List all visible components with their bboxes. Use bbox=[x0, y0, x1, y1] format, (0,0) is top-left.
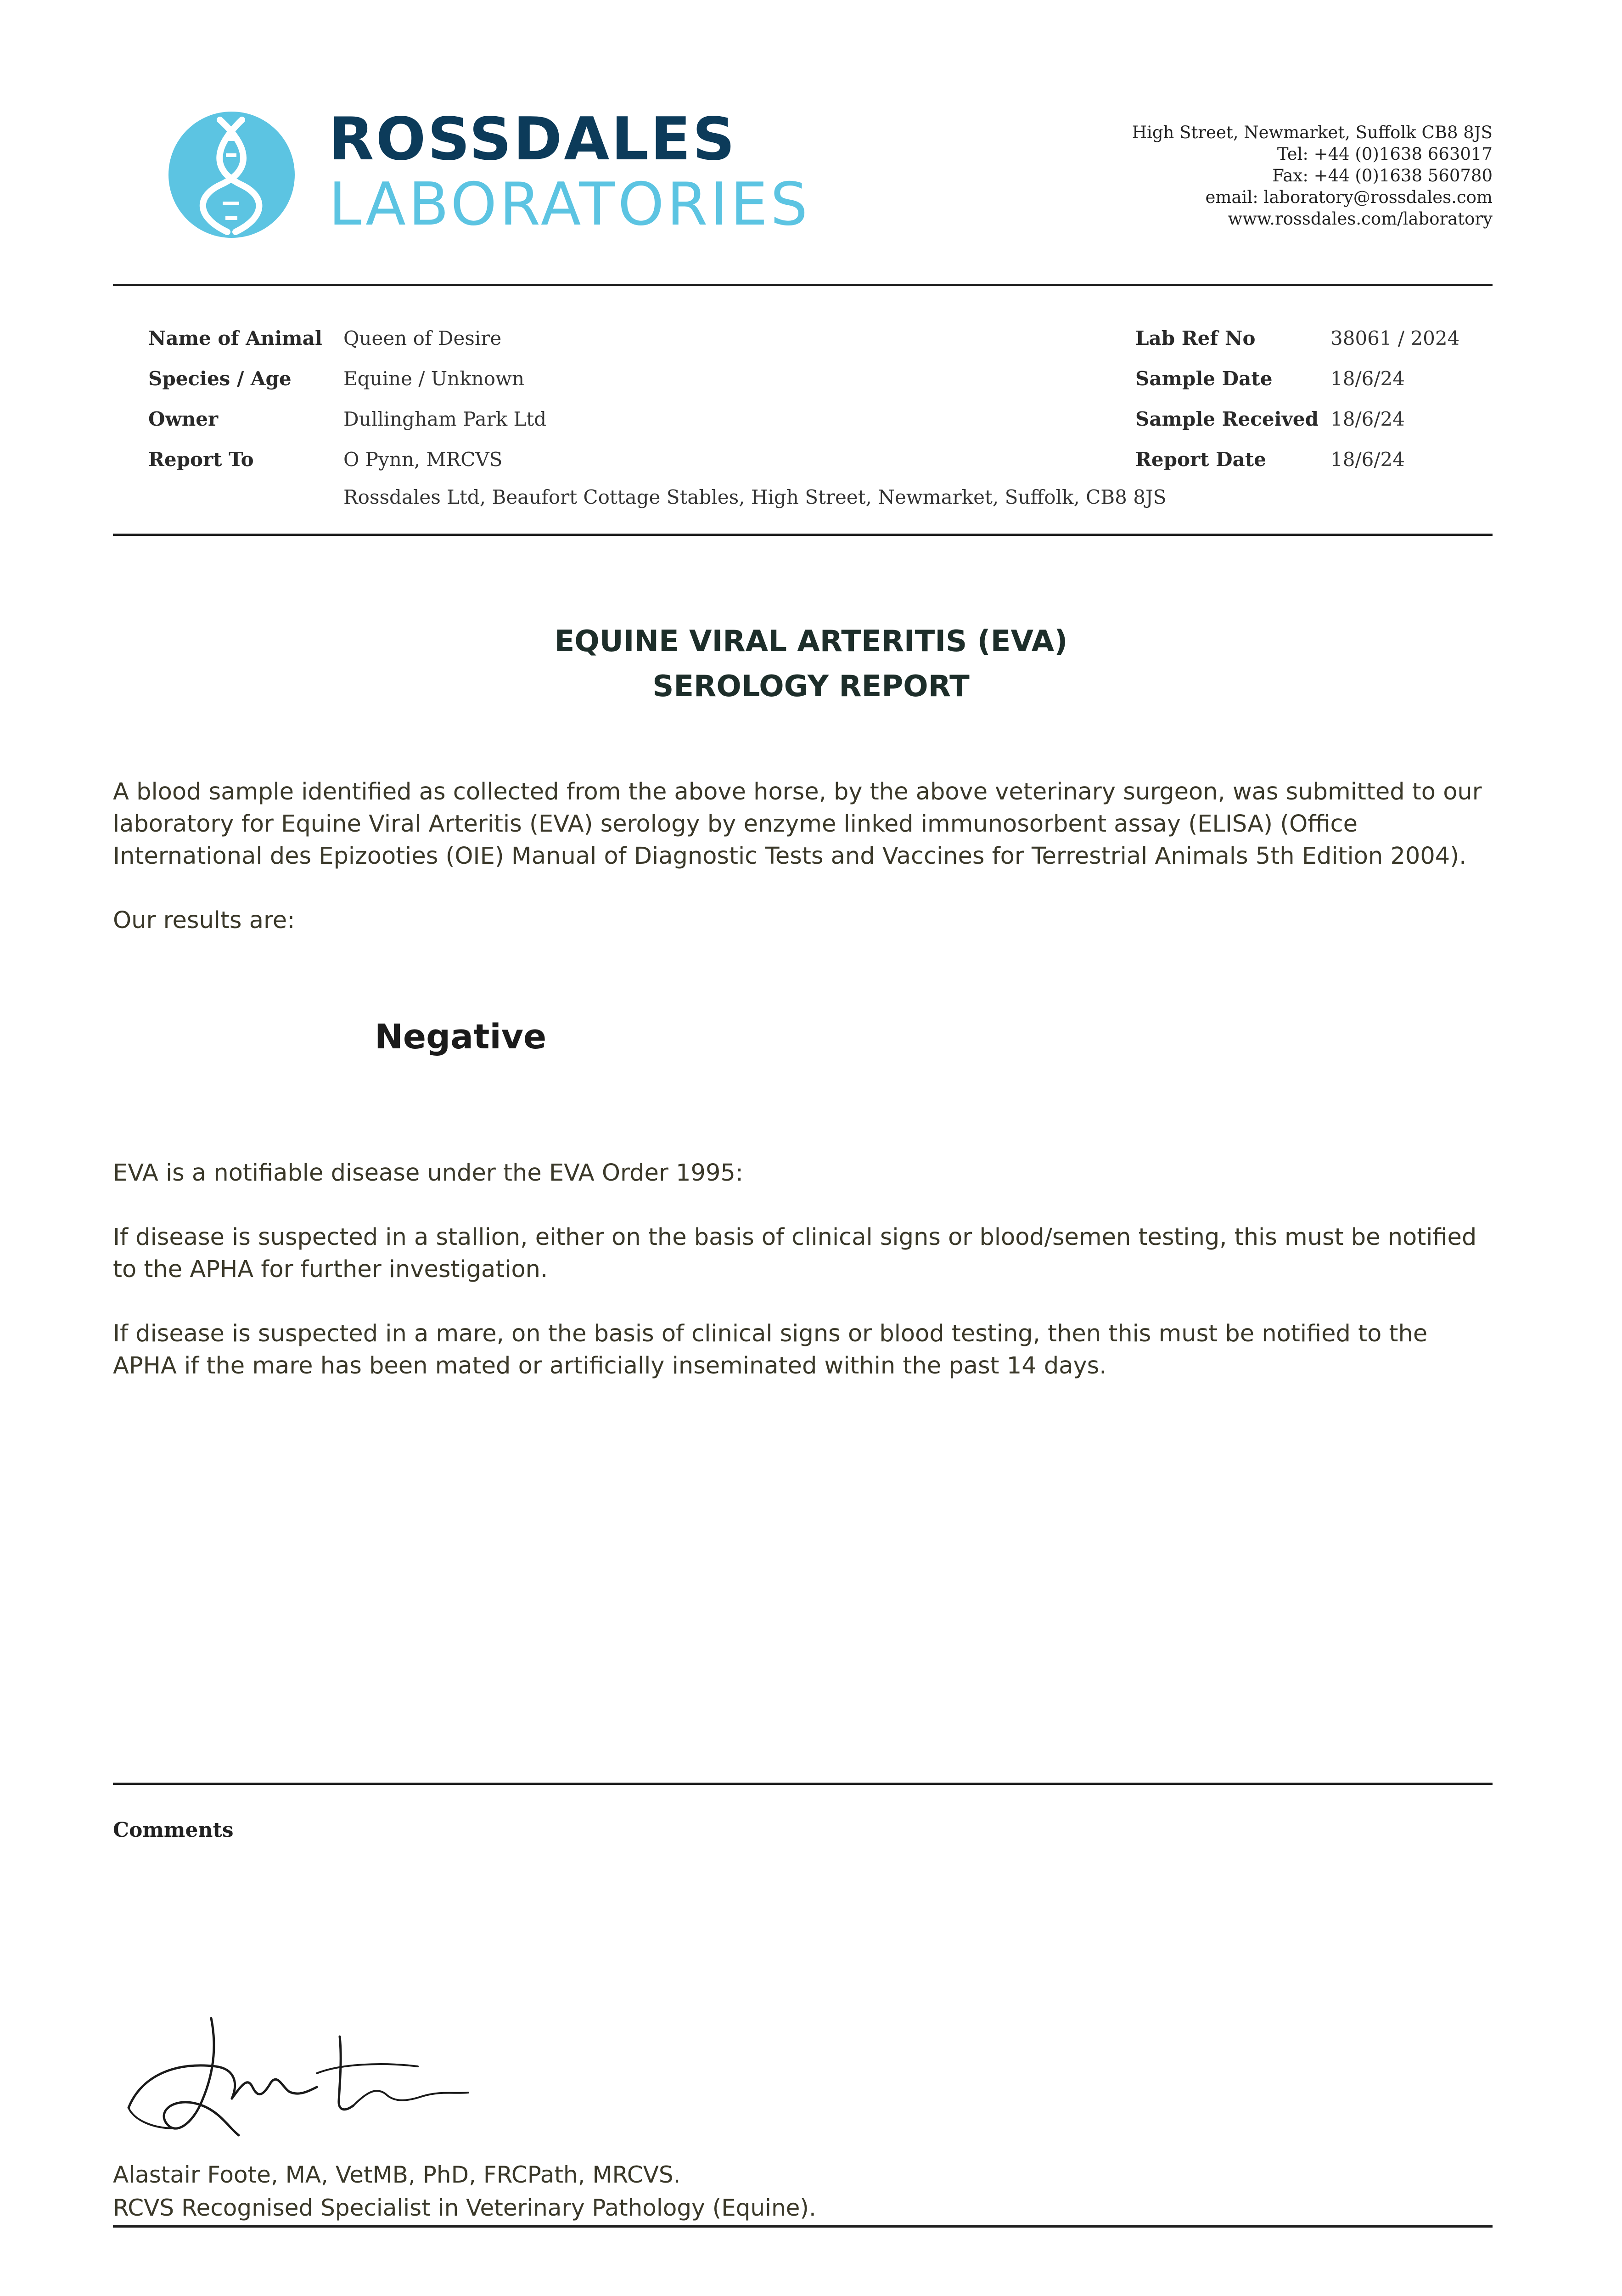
report-title-line2: SEROLOGY REPORT bbox=[652, 670, 970, 703]
stallion-paragraph: If disease is suspected in a stallion, either on the basis of clinical signs or blood/semen testing, this must be notified to the APHA for further investigation. bbox=[113, 1224, 1477, 1283]
intro-paragraph: A blood sample identified as collected from the above horse, by the above veterinary surgeon, was submitted to our laboratory for Equine Viral Arteritis (EVA) serology by enzyme linked immunosorbent assay (ELISA) (Office International des Epizooties (OIE) Manual of Diagnostic Tests and Vaccines for Terrestrial Animals 5th Edition 2004). bbox=[113, 778, 1482, 870]
label-animal-name: Name of Animal bbox=[148, 327, 322, 349]
results-intro: Our results are: bbox=[113, 907, 295, 934]
comments-label: Comments bbox=[113, 1818, 234, 1842]
comments-divider bbox=[113, 1783, 1493, 1785]
signatory-block bbox=[113, 2158, 816, 2224]
signature-image bbox=[124, 2014, 473, 2151]
report-title-line1: EQUINE VIRAL ARTERITIS (EVA) bbox=[554, 625, 1068, 658]
label-report-date: Report Date bbox=[1135, 448, 1266, 471]
test-result: Negative bbox=[375, 1017, 547, 1057]
value-sample-received: 18/6/24 bbox=[1330, 408, 1405, 430]
contact-tel: Tel: +44 (0)1638 663017 bbox=[1277, 144, 1493, 164]
value-sample-date: 18/6/24 bbox=[1330, 367, 1405, 390]
contact-block bbox=[1132, 122, 1493, 230]
value-owner: Dullingham Park Ltd bbox=[343, 408, 547, 430]
contact-email[interactable]: email: laboratory@rossdales.com bbox=[1205, 187, 1493, 207]
label-sample-received: Sample Received bbox=[1135, 408, 1319, 430]
footer-divider bbox=[113, 2225, 1493, 2228]
label-report-to: Report To bbox=[148, 448, 254, 471]
contact-address: High Street, Newmarket, Suffolk CB8 8JS bbox=[1132, 123, 1493, 142]
value-report-to: O Pynn, MRCVS bbox=[343, 448, 503, 471]
header-divider bbox=[113, 284, 1493, 286]
label-species-age: Species / Age bbox=[148, 367, 292, 390]
dna-helix-icon bbox=[168, 112, 295, 238]
contact-fax: Fax: +44 (0)1638 560780 bbox=[1272, 166, 1493, 186]
signatory-name: Alastair Foote, MA, VetMB, PhD, FRCPath, MRCVS. bbox=[113, 2161, 681, 2188]
value-report-date: 18/6/24 bbox=[1330, 448, 1405, 471]
mare-paragraph: If disease is suspected in a mare, on the basis of clinical signs or blood testing, then this must be notified to the APHA if the mare has been mated or artificially inseminated within the past 14 days. bbox=[113, 1320, 1428, 1379]
contact-website[interactable]: www.rossdales.com/laboratory bbox=[1228, 209, 1493, 229]
report-title bbox=[0, 619, 1622, 709]
notifiable-paragraph: EVA is a notifiable disease under the EVA Order 1995: bbox=[113, 1159, 744, 1187]
value-animal-name: Queen of Desire bbox=[343, 327, 502, 349]
signatory-title: RCVS Recognised Specialist in Veterinary Pathology (Equine). bbox=[113, 2195, 816, 2221]
value-report-to-address: Rossdales Ltd, Beaufort Cottage Stables, High Street, Newmarket, Suffolk, CB8 8JS bbox=[343, 486, 1167, 508]
value-lab-ref: 38061 / 2024 bbox=[1330, 327, 1460, 349]
label-lab-ref: Lab Ref No bbox=[1135, 327, 1256, 349]
logo-badge bbox=[168, 112, 295, 238]
brand-subname: LABORATORIES bbox=[329, 170, 811, 239]
brand-name: ROSSDALES bbox=[329, 105, 737, 174]
info-divider bbox=[113, 534, 1493, 536]
label-sample-date: Sample Date bbox=[1135, 367, 1273, 390]
label-owner: Owner bbox=[148, 408, 219, 430]
value-species-age: Equine / Unknown bbox=[343, 367, 525, 390]
